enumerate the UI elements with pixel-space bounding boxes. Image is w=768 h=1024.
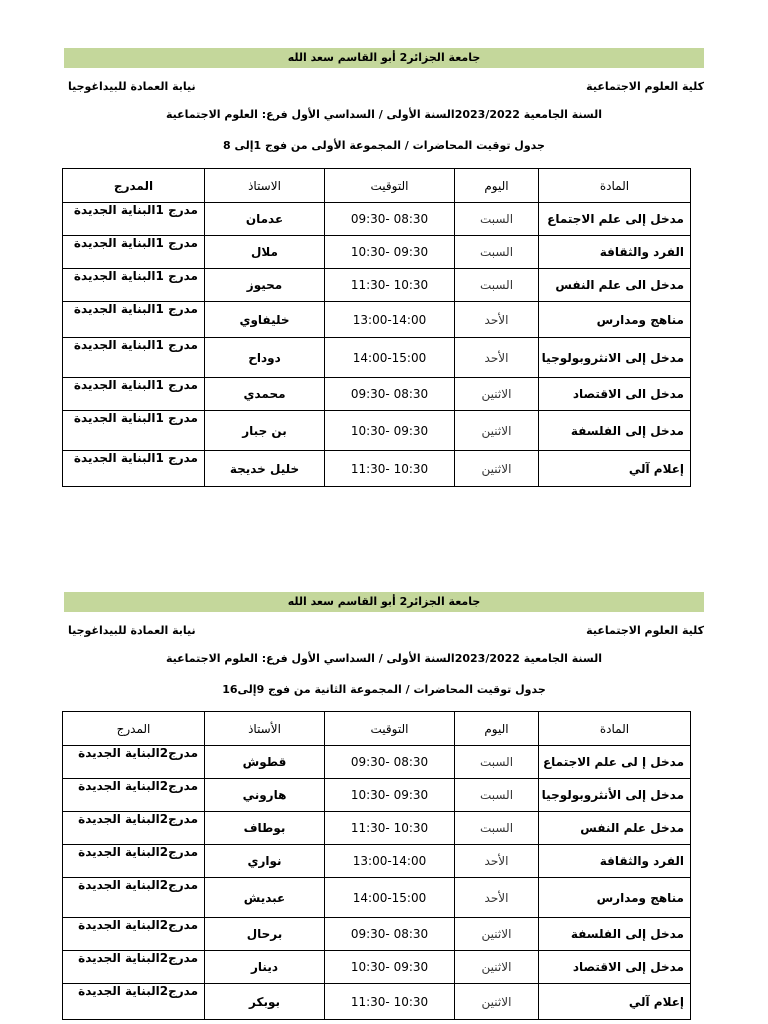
cell-professor: محمدي xyxy=(205,378,325,411)
cell-time: 13:00-14:00 xyxy=(325,845,455,878)
cell-hall: مدرج 1البناية الجديدة xyxy=(63,451,205,487)
cell-subject: مدخل إلى الفلسفة xyxy=(539,918,691,951)
cell-time: 08:30 -09:30 xyxy=(325,203,455,236)
cell-day: الاثنين xyxy=(455,984,539,1020)
faculty-name: كلية العلوم الاجتماعية xyxy=(586,80,704,93)
academic-year-line: السنة الجامعية 2023/2022السنة الأولى / السداسي الأول فرع: العلوم الاجتماعية xyxy=(165,108,603,121)
cell-subject: مدخل علم النفس xyxy=(539,812,691,845)
cell-subject: مدخل الى علم النفس xyxy=(539,269,691,302)
deanship-name: نيابة العمادة للبيداغوجيا xyxy=(68,80,196,93)
header-professor: الأستاذ xyxy=(205,712,325,746)
table-row xyxy=(63,918,691,951)
cell-hall: مدرج 1البناية الجديدة xyxy=(63,203,205,236)
header-time: التوقيت xyxy=(325,169,455,203)
cell-subject: مدخل الى الاقتصاد xyxy=(539,378,691,411)
cell-time: 09:30 -10:30 xyxy=(325,411,455,451)
cell-day: الاثنين xyxy=(455,918,539,951)
cell-professor: دوداح xyxy=(205,338,325,378)
cell-professor: عدمان xyxy=(205,203,325,236)
table-header-row xyxy=(63,712,691,746)
table-row xyxy=(63,812,691,845)
cell-subject: الفرد والثقافة xyxy=(539,236,691,269)
cell-day: الأحد xyxy=(455,878,539,918)
cell-subject: مدخل إلى الاقتصاد xyxy=(539,951,691,984)
faculty-name: كلية العلوم الاجتماعية xyxy=(586,624,704,637)
cell-hall: مدرج2البناية الجديدة xyxy=(63,746,205,779)
header-day: اليوم xyxy=(455,712,539,746)
header-professor: الاستاذ xyxy=(205,169,325,203)
cell-time: 10:30 -11:30 xyxy=(325,812,455,845)
header-subject: المادة xyxy=(539,169,691,203)
cell-professor: نواري xyxy=(205,845,325,878)
table-row xyxy=(63,878,691,918)
header-day: اليوم xyxy=(455,169,539,203)
cell-day: السبت xyxy=(455,812,539,845)
cell-time: 10:30 -11:30 xyxy=(325,984,455,1020)
table-row xyxy=(63,984,691,1020)
cell-time: 13:00-14:00 xyxy=(325,302,455,338)
cell-hall: مدرج2البناية الجديدة xyxy=(63,951,205,984)
cell-time: 09:30 -10:30 xyxy=(325,779,455,812)
cell-professor: بوطاف xyxy=(205,812,325,845)
cell-time: 08:30 -09:30 xyxy=(325,378,455,411)
cell-time: 08:30 -09:30 xyxy=(325,918,455,951)
cell-day: السبت xyxy=(455,779,539,812)
schedule-title: جدول توقيت المحاضرات / المجموعة الأولى من فوج 1إلى 8 xyxy=(223,139,545,152)
header-hall: المدرج xyxy=(63,169,205,203)
cell-time: 10:30 -11:30 xyxy=(325,451,455,487)
cell-hall: مدرج 1البناية الجديدة xyxy=(63,378,205,411)
cell-subject: مدخل إلى الفلسفة xyxy=(539,411,691,451)
cell-professor: بوبكر xyxy=(205,984,325,1020)
cell-day: الاثنين xyxy=(455,378,539,411)
cell-hall: مدرج 1البناية الجديدة xyxy=(63,338,205,378)
table-row xyxy=(63,951,691,984)
schedule-title: جدول توقيت المحاضرات / المجموعة الثانية من فوج 9إلى16 xyxy=(222,683,546,696)
cell-professor: محيوز xyxy=(205,269,325,302)
cell-professor: ملال xyxy=(205,236,325,269)
cell-day: السبت xyxy=(455,203,539,236)
cell-professor: قطوش xyxy=(205,746,325,779)
cell-subject: مدخل إلى الانثروبولوجيا xyxy=(539,338,691,378)
cell-day: الأحد xyxy=(455,845,539,878)
cell-time: 09:30 -10:30 xyxy=(325,236,455,269)
header-hall: المدرج xyxy=(63,712,205,746)
cell-subject: إعلام آلي xyxy=(539,451,691,487)
academic-year-line: السنة الجامعية 2023/2022السنة الأولى / السداسي الأول فرع: العلوم الاجتماعية xyxy=(165,652,603,665)
cell-day: السبت xyxy=(455,269,539,302)
cell-time: 14:00-15:00 xyxy=(325,338,455,378)
cell-hall: مدرج2البناية الجديدة xyxy=(63,812,205,845)
cell-hall: مدرج2البناية الجديدة xyxy=(63,878,205,918)
cell-day: السبت xyxy=(455,236,539,269)
header-time: التوقيت xyxy=(325,712,455,746)
cell-subject: مدخل إلى علم الاجتماع xyxy=(539,203,691,236)
cell-professor: بن جبار xyxy=(205,411,325,451)
table-row xyxy=(63,746,691,779)
schedule-table xyxy=(62,711,691,1020)
cell-time: 14:00-15:00 xyxy=(325,878,455,918)
table-row xyxy=(63,779,691,812)
cell-subject: مناهج ومدارس xyxy=(539,878,691,918)
cell-day: الاثنين xyxy=(455,411,539,451)
cell-hall: مدرج 1البناية الجديدة xyxy=(63,302,205,338)
cell-time: 09:30 -10:30 xyxy=(325,951,455,984)
cell-time: 08:30 -09:30 xyxy=(325,746,455,779)
cell-day: الاثنين xyxy=(455,451,539,487)
cell-time: 10:30 -11:30 xyxy=(325,269,455,302)
university-banner: جامعة الجزائر2 أبو القاسم سعد الله xyxy=(64,592,704,612)
cell-hall: مدرج2البناية الجديدة xyxy=(63,845,205,878)
cell-professor: عبديش xyxy=(205,878,325,918)
cell-subject: الفرد والثقافة xyxy=(539,845,691,878)
cell-hall: مدرج2البناية الجديدة xyxy=(63,779,205,812)
cell-hall: مدرج2البناية الجديدة xyxy=(63,984,205,1020)
university-banner: جامعة الجزائر2 أبو القاسم سعد الله xyxy=(64,48,704,68)
cell-subject: مدخل إلى الأنثروبولوجيا xyxy=(539,779,691,812)
cell-professor: خليفاوي xyxy=(205,302,325,338)
cell-subject: مناهج ومدارس xyxy=(539,302,691,338)
deanship-name: نيابة العمادة للبيداغوجيا xyxy=(68,624,196,637)
header-subject: المادة xyxy=(539,712,691,746)
cell-professor: دينار xyxy=(205,951,325,984)
cell-professor: برحال xyxy=(205,918,325,951)
table-row xyxy=(63,845,691,878)
cell-hall: مدرج2البناية الجديدة xyxy=(63,918,205,951)
cell-subject: إعلام آلي xyxy=(539,984,691,1020)
cell-professor: خليل خديجة xyxy=(205,451,325,487)
cell-day: الأحد xyxy=(455,302,539,338)
cell-hall: مدرج 1البناية الجديدة xyxy=(63,411,205,451)
cell-professor: هاروني xyxy=(205,779,325,812)
cell-day: السبت xyxy=(455,746,539,779)
cell-hall: مدرج 1البناية الجديدة xyxy=(63,269,205,302)
cell-subject: مدخل إ لى علم الاجتماع xyxy=(539,746,691,779)
cell-hall: مدرج 1البناية الجديدة xyxy=(63,236,205,269)
cell-day: الأحد xyxy=(455,338,539,378)
cell-day: الاثنين xyxy=(455,951,539,984)
